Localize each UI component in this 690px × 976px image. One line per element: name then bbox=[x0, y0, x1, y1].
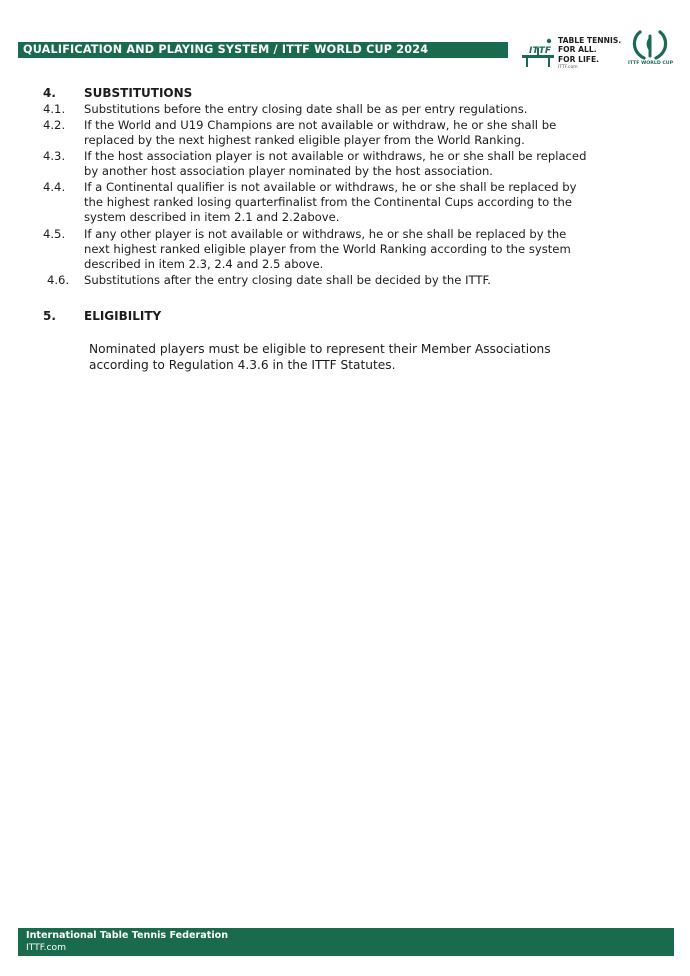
item-number: 4.2. bbox=[43, 118, 66, 132]
item-text: replaced by the next highest ranked eligible player from the World Ranking. bbox=[84, 133, 525, 147]
eligibility-paragraph-line: Nominated players must be eligible to represent their Member Associations bbox=[89, 342, 551, 356]
item-number: 4.3. bbox=[43, 149, 66, 163]
section-title: SUBSTITUTIONS bbox=[84, 86, 193, 100]
item-number: 4.6. bbox=[47, 273, 70, 287]
item-number: 4.5. bbox=[43, 227, 66, 241]
item-text: Substitutions after the entry closing date shall be decided by the ITTF. bbox=[84, 273, 491, 287]
document-header-title: QUALIFICATION AND PLAYING SYSTEM / ITTF WORLD CUP 2024 bbox=[18, 42, 508, 58]
section-number: 4. bbox=[43, 86, 56, 100]
ittf-logo-url: ITTF.com bbox=[558, 65, 578, 70]
item-text: system described in item 2.1 and 2.2above. bbox=[84, 210, 340, 224]
item-text: the highest ranked losing quarterfinalist from the Continental Cups according to the bbox=[84, 195, 572, 209]
item-text: by another host association player nominated by the host association. bbox=[84, 164, 493, 178]
item-number: 4.4. bbox=[43, 180, 66, 194]
item-text: If the host association player is not available or withdraws, he or she shall be replaced bbox=[84, 149, 587, 163]
ittf-logo bbox=[520, 30, 630, 72]
footer-url: ITTF.com bbox=[26, 942, 67, 953]
footer-organization: International Table Tennis Federation bbox=[26, 930, 229, 941]
item-text: If the World and U19 Champions are not available or withdraw, he or she shall be bbox=[84, 118, 557, 132]
svg-text:ITTF: ITTF bbox=[529, 46, 551, 56]
item-text: Substitutions before the entry closing date shall be as per entry regulations. bbox=[84, 102, 528, 116]
ittf-slogan: TABLE TENNIS. FOR ALL. FOR LIFE. bbox=[558, 36, 622, 64]
section-number: 5. bbox=[43, 309, 56, 323]
world-cup-logo bbox=[628, 28, 672, 72]
laurel-icon bbox=[628, 28, 672, 62]
item-text: If a Continental qualifier is not available or withdraws, he or she shall be replaced by bbox=[84, 180, 577, 194]
table-tennis-logo-icon bbox=[520, 36, 556, 68]
item-number: 4.1. bbox=[43, 102, 66, 116]
world-cup-logo-label: ITTF WORLD CUP bbox=[628, 61, 674, 66]
item-text: If any other player is not available or withdraws, he or she shall be replaced by the bbox=[84, 227, 567, 241]
document-footer bbox=[18, 928, 674, 956]
item-text: described in item 2.3, 2.4 and 2.5 above. bbox=[84, 257, 324, 271]
eligibility-paragraph-line: according to Regulation 4.3.6 in the ITTF Statutes. bbox=[89, 358, 396, 372]
section-title: ELIGIBILITY bbox=[84, 309, 162, 323]
item-text: next highest ranked eligible player from the World Ranking according to the system bbox=[84, 242, 571, 256]
